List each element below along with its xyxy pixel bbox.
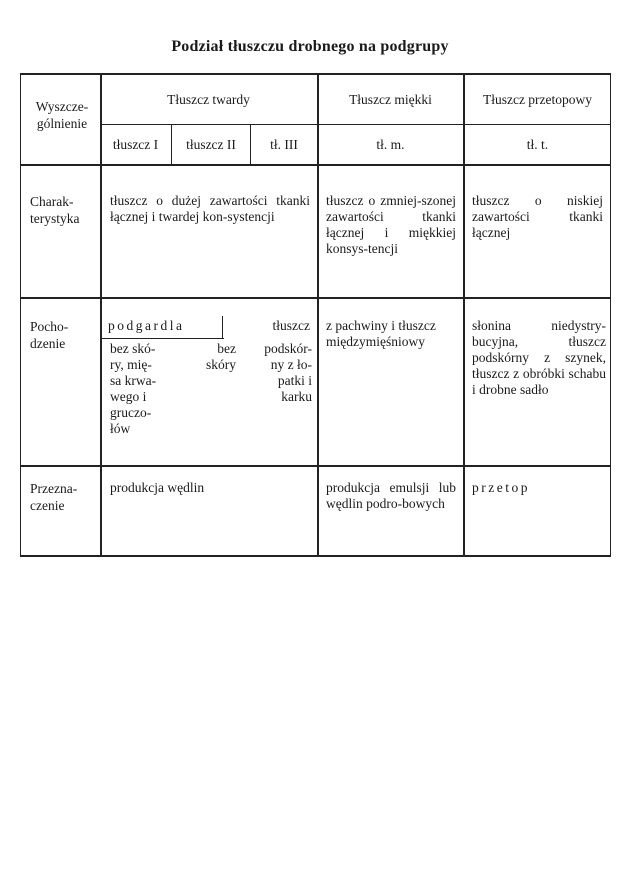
origin-tluszcz: tłuszcz [272, 318, 310, 333]
page-title: Podział tłuszczu drobnego na podgrupy [171, 38, 449, 55]
header-bottom-line [20, 164, 611, 166]
origin-tluszcz-przetopowy: słonina niedystry-bucyjna, tłuszcz podskórny z szynek, tłuszcz z obróbki schabu i drobne sadło [472, 318, 606, 397]
subheader-tluszcz-2: tłuszcz II [186, 137, 236, 152]
char-tluszcz-przetopowy: tłuszcz o niskiej zawartości tkanki łącznej [472, 193, 603, 240]
subheader-tluszcz-3: tł. III [270, 137, 298, 152]
row-origin-bottom-line [20, 465, 611, 467]
origin-sub-2: bez skóry [206, 341, 236, 372]
subheader-tl-t: tł. t. [526, 137, 549, 152]
header-col-wyszczegolnienie: Wyszcze- gólnienie [35, 99, 89, 131]
char-tluszcz-miekki: tłuszcz o zmniej-szonej zawartości tkanki łącznej i miękkiej konsys-tencji [326, 193, 456, 256]
purpose-tluszcz-przetopowy: przetop [472, 480, 530, 495]
header-tluszcz-przetopowy: Tłuszcz przetopowy [482, 92, 593, 107]
subheader-tluszcz-1: tłuszcz I [112, 137, 159, 152]
header-tluszcz-miekki: Tłuszcz miękki [349, 92, 432, 107]
origin-podgardla: podgardla [108, 318, 185, 333]
origin-sub-3: podskór- ny z ło- patki i karku [264, 341, 312, 404]
char-tluszcz-twardy: tłuszcz o dużej zawartości tkanki łącznej i twardej kon-systencji [110, 193, 310, 224]
podgardla-underline [101, 338, 224, 339]
header-tluszcz-twardy: Tłuszcz twardy [167, 92, 250, 107]
origin-tluszcz-miekki: z pachwiny i tłuszcz międzymięśniowy [326, 318, 436, 349]
row-label-pochodzenie: Pocho- dzenie [30, 319, 69, 351]
row-char-bottom-line [20, 297, 611, 299]
origin-sub-1: bez skó- ry, mię- sa krwa- wego i gruczo- łów [110, 341, 157, 436]
purpose-tluszcz-twardy: produkcja wędlin [110, 480, 205, 495]
row-label-charakterystyka: Charak- terystyka [30, 194, 80, 226]
header-subrow-line [100, 124, 611, 125]
row-label-przeznaczenie: Przezna- czenie [30, 481, 78, 513]
subheader-tl-m: tł. m. [376, 137, 405, 152]
purpose-tluszcz-miekki: produkcja emulsji lub wędlin podro-bowych [326, 480, 456, 511]
podgardla-box-right [222, 316, 223, 339]
